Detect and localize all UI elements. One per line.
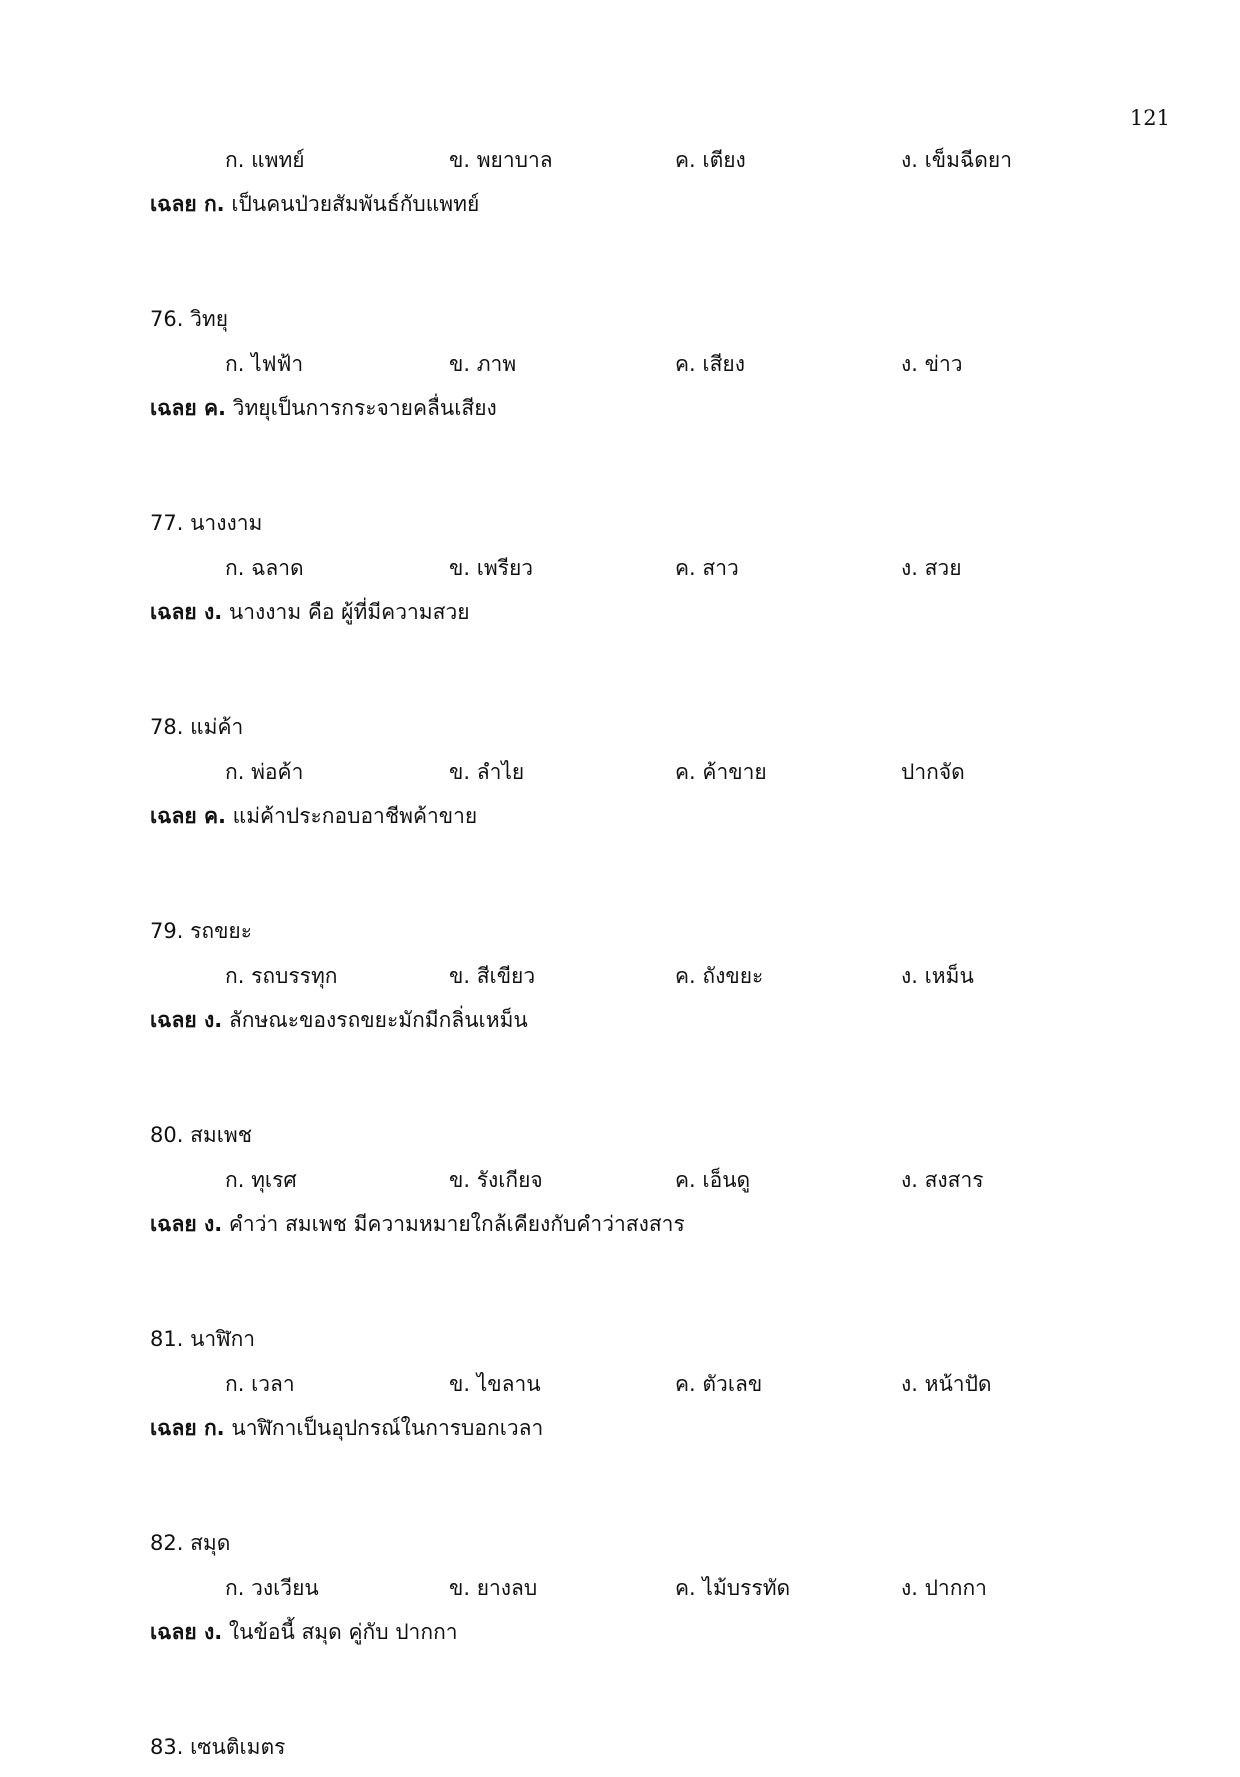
options-row xyxy=(150,1573,1170,1603)
option-c: ค. ตัวเลข xyxy=(675,1372,763,1396)
options-row xyxy=(150,553,1170,583)
option-d: ง. ข่าว xyxy=(901,352,963,376)
option-b: ข. ภาพ xyxy=(449,352,517,376)
option-a: ก. ไฟฟ้า xyxy=(225,352,304,376)
option-a: ก. เวลา xyxy=(225,1372,295,1396)
option-d: ง. สวย xyxy=(901,556,962,580)
answer-label: เฉลย ง. xyxy=(150,1620,223,1644)
document-body xyxy=(150,145,1170,1777)
option-b: ข. รังเกียจ xyxy=(449,1168,543,1192)
option-c: ค. ไม้บรรทัด xyxy=(675,1576,791,1600)
question-title: 83. เซนติเมตร xyxy=(150,1735,286,1759)
answer-label: เฉลย ค. xyxy=(150,804,226,828)
option-d: ง. เหม็น xyxy=(901,964,974,988)
question-title: 78. แม่ค้า xyxy=(150,715,244,739)
answer-label: เฉลย ง. xyxy=(150,1212,223,1236)
option-b: ข. เพรียว xyxy=(449,556,534,580)
option-b: ข. สีเขียว xyxy=(449,964,536,988)
option-c: ค. เสียง xyxy=(675,352,745,376)
question-block xyxy=(150,1528,1170,1647)
page-number: 121 xyxy=(1129,106,1170,130)
option-d: ง. ปากกา xyxy=(901,1576,987,1600)
question-block xyxy=(150,916,1170,1035)
answer-line xyxy=(150,393,1170,423)
option-b: ข. ยางลบ xyxy=(449,1576,538,1600)
option-a: ก. รถบรรทุก xyxy=(225,964,338,988)
answer-explanation: แม่ค้าประกอบอาชีพค้าขาย xyxy=(226,804,478,828)
option-a: ก. แพทย์ xyxy=(225,148,305,172)
option-d: ง. หน้าปัด xyxy=(901,1372,992,1396)
option-c: ค. สาว xyxy=(675,556,739,580)
answer-label: เฉลย ง. xyxy=(150,600,223,624)
question-block xyxy=(150,1324,1170,1443)
option-a: ก. วงเวียน xyxy=(225,1576,319,1600)
question-block xyxy=(150,1120,1170,1239)
answer-explanation: คำว่า สมเพช มีความหมายใกล้เคียงกับคำว่าสงสาร xyxy=(222,1212,685,1236)
options-row xyxy=(150,145,1170,175)
answer-line xyxy=(150,189,1170,219)
option-c: ค. ค้าขาย xyxy=(675,760,767,784)
answer-explanation: นางงาม คือ ผู้ที่มีความสวย xyxy=(222,600,470,624)
answer-label: เฉลย ง. xyxy=(150,1008,223,1032)
option-b: ข. ไขลาน xyxy=(449,1372,541,1396)
option-a: ก. พ่อค้า xyxy=(225,760,304,784)
options-row xyxy=(150,1369,1170,1399)
answer-line xyxy=(150,1209,1170,1239)
question-block xyxy=(150,1732,1170,1762)
option-c: ค. เอ็นดู xyxy=(675,1168,751,1192)
options-row xyxy=(150,961,1170,991)
answer-line xyxy=(150,1413,1170,1443)
option-d: ง. สงสาร xyxy=(901,1168,984,1192)
question-block xyxy=(150,145,1170,219)
options-row xyxy=(150,757,1170,787)
answer-label: เฉลย ก. xyxy=(150,192,225,216)
answer-explanation: ลักษณะของรถขยะมักมีกลิ่นเหม็น xyxy=(222,1008,528,1032)
question-block xyxy=(150,712,1170,831)
option-d: ปากจัด xyxy=(901,760,965,784)
option-c: ค. เตียง xyxy=(675,148,746,172)
option-b: ข. ลำไย xyxy=(449,760,525,784)
option-b: ข. พยาบาล xyxy=(449,148,553,172)
answer-line xyxy=(150,801,1170,831)
answer-line xyxy=(150,1617,1170,1647)
question-block xyxy=(150,508,1170,627)
question-title: 79. รถขยะ xyxy=(150,919,253,943)
answer-explanation: เป็นคนป่วยสัมพันธ์กับแพทย์ xyxy=(224,192,480,216)
question-title: 76. วิทยุ xyxy=(150,307,229,331)
options-row xyxy=(150,1165,1170,1195)
option-a: ก. ฉลาด xyxy=(225,556,304,580)
answer-explanation: วิทยุเป็นการกระจายคลื่นเสียง xyxy=(226,396,497,420)
question-title: 77. นางงาม xyxy=(150,511,263,535)
question-block xyxy=(150,304,1170,423)
options-row xyxy=(150,349,1170,379)
option-d: ง. เข็มฉีดยา xyxy=(901,148,1013,172)
question-title: 80. สมเพช xyxy=(150,1123,253,1147)
answer-explanation: ในข้อนี้ สมุด คู่กับ ปากกา xyxy=(222,1620,458,1644)
answer-label: เฉลย ก. xyxy=(150,1416,225,1440)
option-c: ค. ถังขยะ xyxy=(675,964,764,988)
question-title: 82. สมุด xyxy=(150,1531,231,1555)
question-title: 81. นาฬิกา xyxy=(150,1327,256,1351)
answer-explanation: นาฬิกาเป็นอุปกรณ์ในการบอกเวลา xyxy=(224,1416,544,1440)
answer-label: เฉลย ค. xyxy=(150,396,226,420)
option-a: ก. ทุเรศ xyxy=(225,1168,297,1192)
answer-line xyxy=(150,597,1170,627)
answer-line xyxy=(150,1005,1170,1035)
